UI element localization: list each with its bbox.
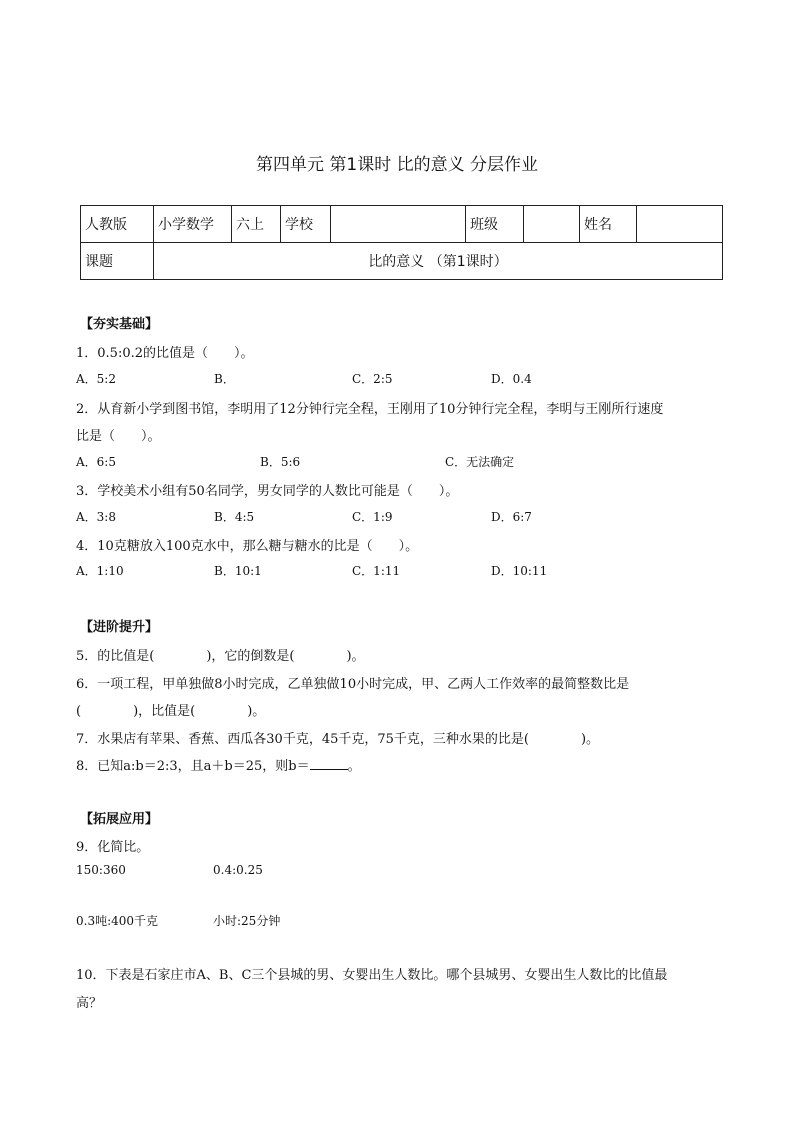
question-4: 4．10克糖放入100克水中，那么糖与糖水的比是（ ）。 (76, 539, 419, 554)
q1-option-c: C．2:5 (352, 372, 393, 386)
q4-option-b: B．10:1 (214, 564, 262, 578)
question-9: 9．化简比。 (76, 840, 150, 855)
class-field[interactable] (524, 206, 580, 243)
subject-cell: 小学数学 (154, 206, 232, 243)
q1-option-b: B． (214, 372, 235, 386)
name-field[interactable] (637, 206, 723, 243)
q9-item-3: 0.3吨:400千克 (76, 914, 159, 928)
class-label: 班级 (466, 206, 524, 243)
q3-option-d: D．6:7 (491, 510, 532, 524)
q2-option-a: A．6:5 (76, 455, 116, 469)
q4-option-c: C．1:11 (352, 564, 401, 578)
section-advanced: 【进阶提升】 (80, 620, 159, 635)
question-6-line-1: 6．一项工程，甲单独做8小时完成，乙单独做10小时完成，甲、乙两人工作效率的最简整数比是 (76, 677, 630, 692)
q3-option-b: B．4:5 (214, 510, 255, 524)
question-8-suffix: 。 (347, 759, 361, 774)
q3-option-c: C．1:9 (352, 510, 393, 524)
publisher-cell: 人教版 (81, 206, 154, 243)
page-title: 第四单元 第1课时 比的意义 分层作业 (255, 155, 539, 175)
section-basics: 【夯实基础】 (80, 317, 159, 332)
q1-option-d: D．0.4 (491, 372, 532, 386)
question-2-line-2: 比是（ ）。 (76, 429, 161, 444)
school-label: 学校 (281, 206, 331, 243)
question-10-line-1: 10．下表是石家庄市A、B、C三个县城的男、女婴出生人数比。哪个县城男、女婴出生人数比的比值最 (76, 968, 668, 983)
q1-option-a: A．5:2 (76, 372, 116, 386)
answer-blank[interactable] (310, 757, 348, 770)
question-5: 5．的比值是( )，它的倒数是( )。 (76, 649, 365, 664)
q3-option-a: A．3:8 (76, 510, 116, 524)
q9-item-4: 小时:25分钟 (213, 914, 281, 928)
topic-value: 比的意义 （第1课时） (154, 243, 723, 280)
grade-cell: 六上 (232, 206, 281, 243)
section-extension: 【拓展应用】 (80, 812, 159, 827)
question-8 (76, 755, 361, 774)
q2-option-b: B．5:6 (260, 455, 301, 469)
question-10-line-2: 高？ (76, 996, 103, 1011)
info-table (80, 205, 723, 280)
q2-option-c: C．无法确定 (445, 455, 515, 469)
q9-item-1: 150:360 (76, 863, 126, 877)
q9-item-2: 0.4:0.25 (213, 863, 263, 877)
question-8-text: 8．已知a:b＝2:3，且a＋b＝25，则b＝ (76, 759, 310, 774)
question-2-line-1: 2．从育新小学到图书馆，李明用了12分钟行完全程，王刚用了10分钟行完全程，李明与王刚所行速度 (76, 402, 664, 417)
name-label: 姓名 (580, 206, 637, 243)
q4-option-d: D．10:11 (491, 564, 548, 578)
topic-label: 课题 (81, 243, 154, 280)
question-1: 1．0.5:0.2的比值是（ ）。 (76, 346, 254, 361)
question-3: 3．学校美术小组有50名同学，男女同学的人数比可能是（ ）。 (76, 484, 459, 499)
info-row-2 (81, 243, 723, 280)
question-6-line-2: ( )，比值是( )。 (76, 704, 266, 719)
q4-option-a: A．1:10 (76, 564, 124, 578)
question-7: 7．水果店有苹果、香蕉、西瓜各30千克，45千克，75千克，三种水果的比是( )。 (76, 732, 600, 747)
school-field[interactable] (331, 206, 466, 243)
info-row-1 (81, 206, 723, 243)
